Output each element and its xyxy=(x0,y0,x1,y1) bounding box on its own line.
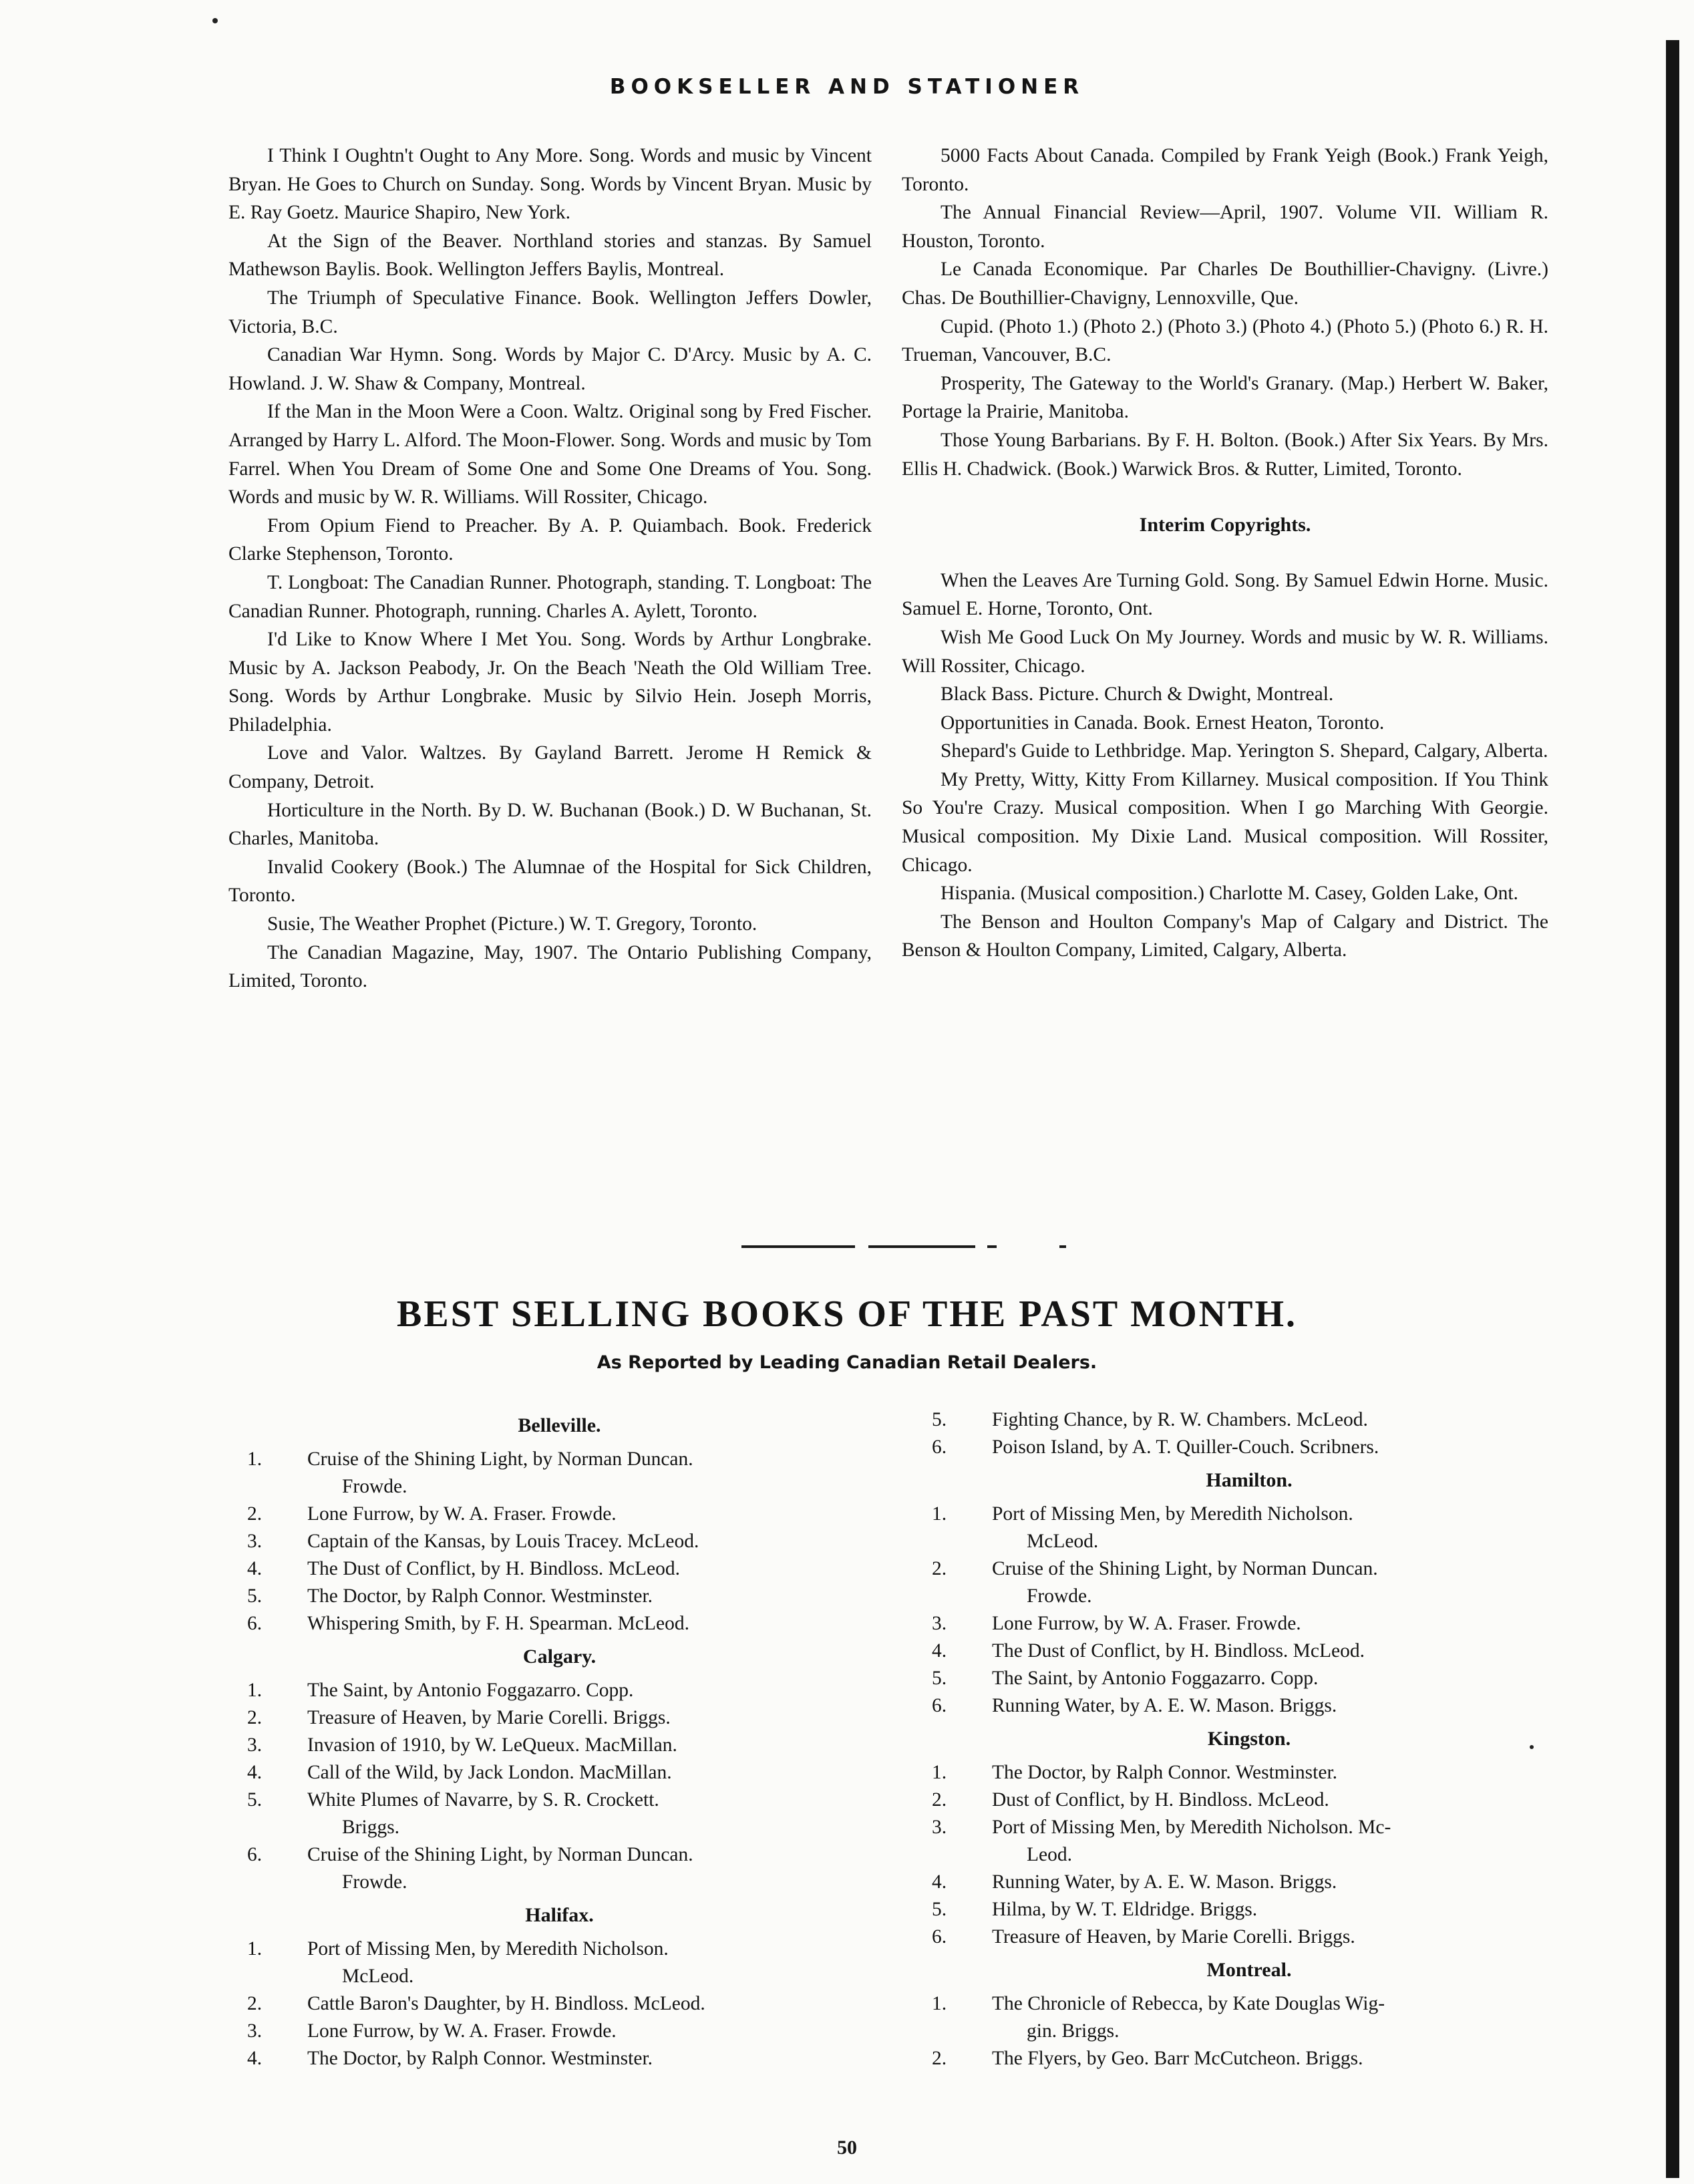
bestseller-entry xyxy=(932,1923,1566,1951)
entry-text: Captain of the Kansas, by Louis Tracey. McLeod. xyxy=(307,1531,699,1552)
copyright-entry: Wish Me Good Luck On My Journey. Words and music by W. R. Williams. Will Rossiter, Chicago. xyxy=(902,626,1548,677)
entry-text: The Doctor, by Ralph Connor. Westminster. xyxy=(307,2048,653,2069)
copyright-entry: Horticulture in the North. By D. W. Buchanan (Book.) D. W Buchanan, St. Charles, Manitoba. xyxy=(228,799,872,850)
entry-number: 1. xyxy=(932,1993,947,2014)
copyright-entry: The Benson and Houlton Company's Map of Calgary and District. The Benson & Houlton Company, Limited, Calgary, Alberta. xyxy=(902,911,1548,961)
copyright-entry: Susie, The Weather Prophet (Picture.) W. T. Gregory, Toronto. xyxy=(267,913,757,935)
entry-text: The Doctor, by Ralph Connor. Westminster. xyxy=(307,1585,653,1607)
entry-text: Poison Island, by A. T. Quiller-Couch. Scribners. xyxy=(992,1436,1379,1458)
copyright-entry: Prosperity, The Gateway to the World's Granary. (Map.) Herbert W. Baker, Portage la Prairie, Manitoba. xyxy=(902,372,1548,423)
bestseller-entry xyxy=(932,1555,1566,1610)
interim-copyrights-list xyxy=(902,567,1548,965)
entry-text: Call of the Wild, by Jack London. MacMillan. xyxy=(307,1762,672,1783)
copyright-entry: When the Leaves Are Turning Gold. Song. By Samuel Edwin Horne. Music. Samuel E. Horne, Toronto, Ont. xyxy=(902,569,1548,620)
bestseller-entry xyxy=(247,2018,872,2045)
bestseller-entry xyxy=(247,1446,872,1501)
copyright-entry: Invalid Cookery (Book.) The Alumnae of the Hospital for Sick Children, Toronto. xyxy=(228,856,872,907)
entry-number: 5. xyxy=(932,1409,947,1430)
bestseller-entry xyxy=(932,1501,1566,1555)
entry-text: White Plumes of Navarre, by S. R. Crockett. xyxy=(307,1789,659,1811)
copyrights-right-list xyxy=(902,142,1548,483)
copyright-entry: At the Sign of the Beaver. Northland stories and stanzas. By Samuel Mathewson Baylis. Book. Wellington Jeffers Baylis, Montreal. xyxy=(228,230,872,281)
bestseller-entry xyxy=(247,1583,872,1610)
bestseller-entry xyxy=(932,1990,1566,2045)
entry-text: Dust of Conflict, by H. Bindloss. McLeod. xyxy=(992,1789,1329,1811)
copyright-entry: Canadian War Hymn. Song. Words by Major C. D'Arcy. Music by A. C. Howland. J. W. Shaw & Company, Montreal. xyxy=(228,344,872,394)
bestseller-entry xyxy=(247,2045,872,2072)
bestseller-entry xyxy=(247,1759,872,1786)
bestseller-entry xyxy=(932,1869,1566,1896)
bestseller-entry xyxy=(247,1528,872,1555)
entry-number: 5. xyxy=(247,1789,263,1811)
bestseller-entry xyxy=(932,1896,1566,1923)
entry-number: 3. xyxy=(932,1817,947,1838)
bestseller-entry xyxy=(247,1732,872,1759)
entry-continuation: McLeod. xyxy=(342,1966,414,1987)
entry-text: Cruise of the Shining Light, by Norman Duncan. xyxy=(307,1844,693,1865)
entry-number: 6. xyxy=(932,1436,947,1458)
bestseller-entry xyxy=(932,1434,1566,1461)
copyright-entry: The Annual Financial Review—April, 1907. Volume VII. William R. Houston, Toronto. xyxy=(902,202,1548,252)
copyright-entry: 5000 Facts About Canada. Compiled by Frank Yeigh (Book.) Frank Yeigh, Toronto. xyxy=(902,145,1548,195)
entry-text: Running Water, by A. E. W. Mason. Briggs. xyxy=(992,1871,1337,1893)
interim-copyrights-heading: Interim Copyrights. xyxy=(1139,514,1311,536)
entry-number: 4. xyxy=(932,1640,947,1662)
bestseller-entry xyxy=(247,1935,872,1990)
copyright-entry: Black Bass. Picture. Church & Dwight, Montreal. xyxy=(941,683,1334,706)
entry-text: The Saint, by Antonio Foggazarro. Copp. xyxy=(992,1668,1319,1689)
copyright-entry: Le Canada Economique. Par Charles De Bouthillier-Chavigny. (Livre.) Chas. De Bouthillier-Chavigny, Lennoxville, Que. xyxy=(902,259,1548,309)
best-selling-subtitle: As Reported by Leading Canadian Retail Dealers. xyxy=(597,1352,1097,1373)
entry-text: Lone Furrow, by W. A. Fraser. Frowde. xyxy=(307,2020,617,2042)
best-selling-left-column xyxy=(247,1406,872,2072)
copyright-entry: From Opium Fiend to Preacher. By A. P. Quiambach. Book. Frederick Clarke Stephenson, Toronto. xyxy=(228,514,872,565)
bestseller-entry xyxy=(247,1677,872,1704)
entry-number: 3. xyxy=(247,1531,263,1552)
entry-number: 1. xyxy=(247,1938,263,1960)
entry-number: 2. xyxy=(247,1707,263,1728)
entry-text: Lone Furrow, by W. A. Fraser. Frowde. xyxy=(307,1503,617,1525)
print-speck xyxy=(212,18,218,23)
bestseller-entry xyxy=(247,1610,872,1637)
copyright-entry: I Think I Oughtn't Ought to Any More. Song. Words and music by Vincent Bryan. He Goes to Church on Sunday. Song. Words by Vincent Bryan. Music by E. Ray Goetz. Maurice Shapiro, New York. xyxy=(228,145,872,224)
entry-text: The Chronicle of Rebecca, by Kate Douglas Wig- xyxy=(992,1993,1385,2014)
entry-number: 6. xyxy=(932,1695,947,1716)
bestseller-entry xyxy=(932,1786,1566,1814)
entry-text: Port of Missing Men, by Meredith Nicholson. xyxy=(992,1503,1353,1525)
city-heading: Belleville. xyxy=(518,1414,601,1436)
page-edge-rule xyxy=(1666,40,1679,2178)
entry-text: Port of Missing Men, by Meredith Nicholson. xyxy=(307,1938,669,1960)
bestseller-entry xyxy=(247,1841,872,1896)
entry-text: Cruise of the Shining Light, by Norman Duncan. xyxy=(992,1558,1378,1579)
entry-continuation: Frowde. xyxy=(342,1871,407,1893)
bestseller-entry xyxy=(932,1692,1566,1720)
bestseller-entry xyxy=(247,1786,872,1841)
entry-text: Treasure of Heaven, by Marie Corelli. Briggs. xyxy=(307,1707,671,1728)
copyrights-left-column xyxy=(228,142,872,995)
entry-continuation: Briggs. xyxy=(342,1817,400,1838)
best-selling-title: BEST SELLING BOOKS OF THE PAST MONTH. xyxy=(396,1293,1298,1335)
entry-number: 1. xyxy=(247,1448,263,1470)
entry-number: 1. xyxy=(932,1503,947,1525)
copyright-entry: Those Young Barbarians. By F. H. Bolton. (Book.) After Six Years. By Mrs. Ellis H. Chadwick. (Book.) Warwick Bros. & Rutter, Limited, Toronto. xyxy=(902,429,1548,480)
entry-text: The Dust of Conflict, by H. Bindloss. McLeod. xyxy=(992,1640,1365,1662)
copyright-entry: T. Longboat: The Canadian Runner. Photograph, standing. T. Longboat: The Canadian Runner. Photograph, running. Charles A. Aylett, Toronto. xyxy=(228,571,872,622)
copyright-entry: Opportunities in Canada. Book. Ernest Heaton, Toronto. xyxy=(941,712,1385,734)
entry-number: 5. xyxy=(932,1668,947,1689)
copyright-entry: Love and Valor. Waltzes. By Gayland Barrett. Jerome H Remick & Company, Detroit. xyxy=(228,742,872,793)
bestseller-entry xyxy=(247,1555,872,1583)
entry-number: 1. xyxy=(247,1680,263,1701)
entry-number: 2. xyxy=(932,1789,947,1811)
copyrights-right-column xyxy=(902,142,1548,965)
section-divider xyxy=(741,1244,1075,1249)
bestseller-entry xyxy=(932,1610,1566,1637)
bestseller-entry xyxy=(932,1814,1566,1869)
bestseller-entry xyxy=(247,1704,872,1732)
entry-text: Running Water, by A. E. W. Mason. Briggs. xyxy=(992,1695,1337,1716)
entry-number: 3. xyxy=(247,2020,263,2042)
entry-text: The Dust of Conflict, by H. Bindloss. McLeod. xyxy=(307,1558,680,1579)
entry-number: 3. xyxy=(247,1734,263,1756)
entry-text: The Flyers, by Geo. Barr McCutcheon. Briggs. xyxy=(992,2048,1363,2069)
entry-number: 5. xyxy=(932,1899,947,1920)
running-head: BOOKSELLER AND STATIONER xyxy=(609,75,1085,99)
entry-number: 2. xyxy=(932,1558,947,1579)
entry-text: Fighting Chance, by R. W. Chambers. McLeod. xyxy=(992,1409,1368,1430)
bestseller-entry xyxy=(932,1637,1566,1665)
entry-number: 1. xyxy=(932,1762,947,1783)
copyright-entry: The Triumph of Speculative Finance. Book. Wellington Jeffers Dowler, Victoria, B.C. xyxy=(228,287,872,337)
entry-text: Cruise of the Shining Light, by Norman Duncan. xyxy=(307,1448,693,1470)
best-selling-right-column xyxy=(932,1406,1566,2072)
entry-text: Hilma, by W. T. Eldridge. Briggs. xyxy=(992,1899,1258,1920)
entry-number: 4. xyxy=(247,1762,263,1783)
entry-number: 6. xyxy=(932,1926,947,1947)
entry-number: 3. xyxy=(932,1613,947,1634)
bestseller-entry xyxy=(247,1990,872,2018)
copyright-entry: Cupid. (Photo 1.) (Photo 2.) (Photo 3.) (Photo 4.) (Photo 5.) (Photo 6.) R. H. Trueman, Vancouver, B.C. xyxy=(902,315,1548,366)
bestseller-entry xyxy=(247,1501,872,1528)
entry-text: Treasure of Heaven, by Marie Corelli. Briggs. xyxy=(992,1926,1355,1947)
bestseller-entry xyxy=(932,1759,1566,1786)
entry-text: Whispering Smith, by F. H. Spearman. McLeod. xyxy=(307,1613,689,1634)
entry-text: Cattle Baron's Daughter, by H. Bindloss. McLeod. xyxy=(307,1993,705,2014)
city-heading: Montreal. xyxy=(1206,1959,1292,1981)
entry-text: The Doctor, by Ralph Connor. Westminster. xyxy=(992,1762,1338,1783)
copyright-entry: The Canadian Magazine, May, 1907. The Ontario Publishing Company, Limited, Toronto. xyxy=(228,941,872,992)
bestseller-entry xyxy=(932,1406,1566,1434)
page-number: 50 xyxy=(837,2137,857,2159)
entry-number: 6. xyxy=(247,1613,263,1634)
entry-continuation: gin. Briggs. xyxy=(1027,2020,1120,2042)
copyright-entry: I'd Like to Know Where I Met You. Song. Words by Arthur Longbrake. Music by A. Jackson Peabody, Jr. On the Beach 'Neath the Old William Tree. Song. Words by Arthur Longbrake. Music by Silvio Hein. Joseph Morris, Philadelphia. xyxy=(228,629,872,736)
city-heading: Kingston. xyxy=(1207,1728,1291,1750)
entry-number: 4. xyxy=(247,2048,263,2069)
entry-continuation: Frowde. xyxy=(1027,1585,1092,1607)
entry-number: 2. xyxy=(932,2048,947,2069)
entry-text: Port of Missing Men, by Meredith Nicholson. Mc- xyxy=(992,1817,1391,1838)
entry-continuation: Frowde. xyxy=(342,1476,407,1497)
bestseller-entry xyxy=(932,1665,1566,1692)
entry-number: 5. xyxy=(247,1585,263,1607)
entry-continuation: McLeod. xyxy=(1027,1531,1099,1552)
city-heading: Hamilton. xyxy=(1206,1469,1293,1491)
entry-number: 4. xyxy=(932,1871,947,1893)
entry-number: 2. xyxy=(247,1503,263,1525)
entry-number: 2. xyxy=(247,1993,263,2014)
entry-continuation: Leod. xyxy=(1027,1844,1072,1865)
copyright-entry: Shepard's Guide to Lethbridge. Map. Yerington S. Shepard, Calgary, Alberta. xyxy=(941,740,1548,762)
entry-text: Lone Furrow, by W. A. Fraser. Frowde. xyxy=(992,1613,1301,1634)
city-heading: Halifax. xyxy=(525,1904,594,1926)
entry-number: 4. xyxy=(247,1558,263,1579)
copyright-entry: If the Man in the Moon Were a Coon. Waltz. Original song by Fred Fischer. Arranged by Harry L. Alford. The Moon-Flower. Song. Words and music by Tom Farrel. When You Dream of Some One and Some One Dreams of You. Song. Words and music by W. R. Williams. Will Rossiter, Chicago. xyxy=(228,401,872,508)
city-heading: Calgary. xyxy=(522,1646,597,1668)
bestseller-entry xyxy=(932,2045,1566,2072)
entry-text: The Saint, by Antonio Foggazarro. Copp. xyxy=(307,1680,634,1701)
entry-text: Invasion of 1910, by W. LeQueux. MacMillan. xyxy=(307,1734,677,1756)
copyright-entry: Hispania. (Musical composition.) Charlotte M. Casey, Golden Lake, Ont. xyxy=(941,883,1518,905)
entry-number: 6. xyxy=(247,1844,263,1865)
copyright-entry: My Pretty, Witty, Kitty From Killarney. Musical composition. If You Think So You're Crazy. Musical composition. When I go Marching With Georgie. Musical composition. My Dixie Land. Musical composition. Will Rossiter, Chicago. xyxy=(902,768,1548,876)
